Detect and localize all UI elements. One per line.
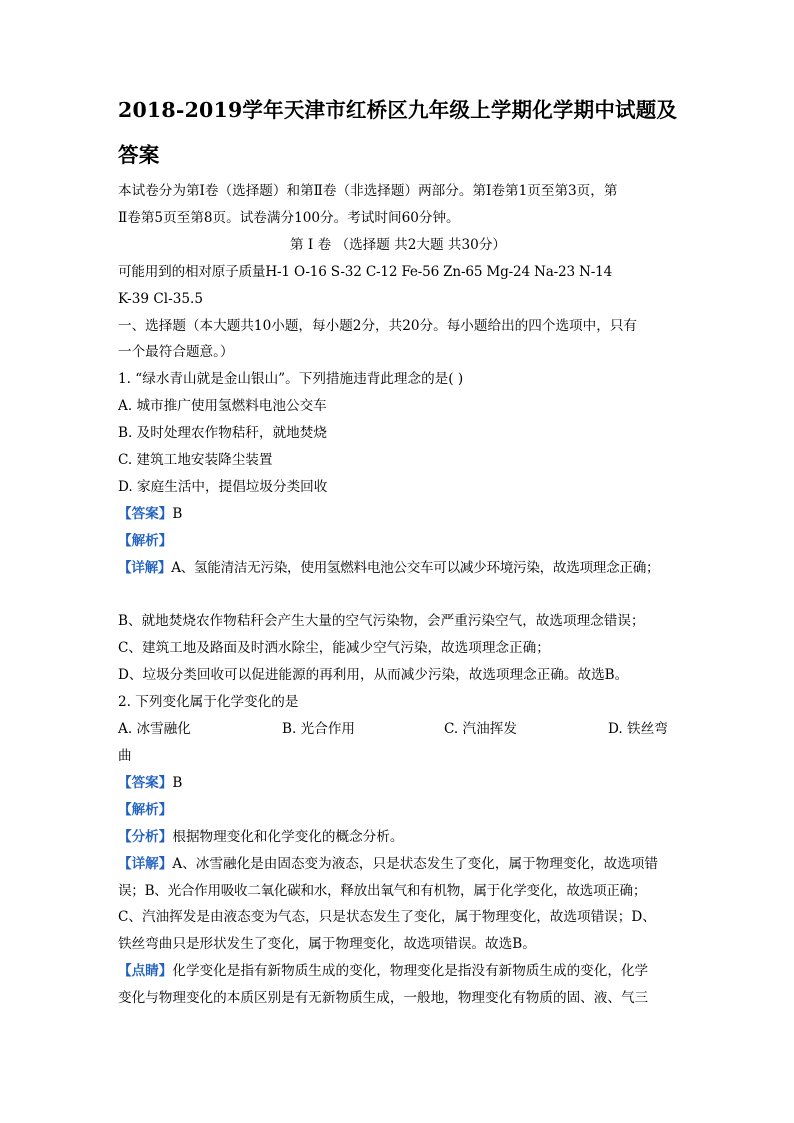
- q2-detail-line-3: C、汽油挥发是由液态变为气态，只是状态发生了变化，属于物理变化，故选项错误；D、: [118, 909, 656, 926]
- q1-option-a: A. 城市推广使用氢燃料电池公交车: [118, 398, 327, 415]
- q2-detail-tag: 【详解】: [118, 855, 173, 872]
- q2-fenxi-text: 根据物理变化和化学变化的概念分析。: [172, 828, 404, 845]
- q2-analysis-tag: 【解析】: [118, 801, 173, 818]
- q1-answer: [118, 501, 678, 528]
- document-title-line-1: 2018-2019学年天津市红桥区九年级上学期化学期中试题及: [118, 98, 678, 122]
- q2-dianjing-text: 化学变化是指有新物质生成的变化，物理变化是指没有新物质生成的变化，化学: [172, 963, 649, 980]
- q2-answer-value: B: [172, 774, 183, 791]
- section1-line-2: 一个最符合题意。）: [118, 344, 234, 361]
- q1-detail-text: A、氢能清洁无污染，使用氢燃料电池公交车可以减少环境污染，故选项理念正确；: [171, 559, 660, 576]
- q2-option-a: A. 冰雪融化: [118, 721, 191, 738]
- q1-option-c: C. 建筑工地安装降尘装置: [118, 452, 273, 469]
- q1-detail-b: B、就地焚烧农作物秸秆会产生大量的空气污染物，会严重污染空气，故选项理念错误；: [118, 613, 645, 630]
- q2-detail-text: A、冰雪融化是由固态变为液态，只是状态发生了变化，属于物理变化，故选项错: [172, 855, 658, 872]
- q1-answer-tag: 【答案】: [118, 505, 173, 522]
- q2-dianjing-tag: 【点睛】: [118, 963, 173, 980]
- intro-line-2: Ⅱ卷第5页至第8页。试卷满分100分。考试时间60分钟。: [118, 209, 460, 226]
- q1-option-d: D. 家庭生活中，提倡垃圾分类回收: [118, 478, 328, 495]
- paragraph-gap: [118, 582, 678, 609]
- q2-dianjing-line-2: 变化与物理变化的本质区别是有无新物质生成，一般地，物理变化有物质的固、液、气三: [118, 990, 649, 1007]
- q1-detail-c: C、建筑工地及路面及时洒水除尘，能减少空气污染，故选项理念正确；: [118, 640, 550, 657]
- q2-option-d: D. 铁丝弯: [608, 721, 668, 738]
- q2-analysis: [118, 797, 678, 824]
- q2-detail-first: [118, 851, 678, 878]
- section1-line-1: 一、选择题（本大题共10小题，每小题2分，共20分。每小题给出的四个选项中，只有: [118, 317, 638, 334]
- q1-detail-first: [118, 555, 678, 582]
- exam-document: [118, 88, 678, 1012]
- q2-option-wrap: 曲: [118, 748, 132, 765]
- q2-fenxi-tag: 【分析】: [118, 828, 173, 845]
- q2-stem: 2. 下列变化属于化学变化的是: [118, 694, 299, 711]
- q1-detail-d: D、垃圾分类回收可以促进能源的再利用，从而减少污染，故选项理念正确。故选B。: [118, 667, 629, 684]
- q2-fenxi: [118, 824, 678, 851]
- q2-options: [118, 716, 678, 743]
- atomic-mass-line-2: K-39 Cl-35.5: [118, 290, 203, 307]
- q2-option-b: B. 光合作用: [282, 721, 356, 738]
- q2-option-c: C. 汽油挥发: [444, 721, 517, 738]
- q1-answer-value: B: [172, 505, 183, 522]
- q2-dianjing-first: [118, 958, 678, 985]
- intro-line-1: 本试卷分为第Ⅰ卷（选择题）和第Ⅱ卷（非选择题）两部分。第Ⅰ卷第1页至第3页，第: [118, 183, 618, 199]
- q1-analysis-tag: 【解析】: [118, 532, 173, 549]
- part1-header: 第 Ⅰ 卷 （选择题 共2大题 共30分）: [289, 236, 507, 253]
- q1-option-b: B. 及时处理农作物秸秆，就地焚烧: [118, 425, 327, 442]
- q2-answer-tag: 【答案】: [118, 774, 173, 791]
- q1-analysis: [118, 528, 678, 555]
- q1-detail-tag: 【详解】: [118, 559, 172, 576]
- q2-answer: [118, 770, 678, 797]
- q2-detail-line-4: 铁丝弯曲只是形状发生了变化，属于物理变化，故选项错误。故选B。: [118, 936, 536, 953]
- document-title-line-2: 答案: [118, 143, 160, 167]
- q1-stem: 1. “绿水青山就是金山银山”。下列措施违背此理念的是( ): [118, 371, 464, 388]
- atomic-mass-line-1: 可能用到的相对原子质量H-1 O-16 S-32 C-12 Fe-56 Zn-65 Mg-24 Na-23 N-14: [118, 263, 613, 280]
- q2-detail-line-2: 误；B、光合作用吸收二氧化碳和水，释放出氧气和有机物，属于化学变化，故选项正确；: [118, 882, 647, 899]
